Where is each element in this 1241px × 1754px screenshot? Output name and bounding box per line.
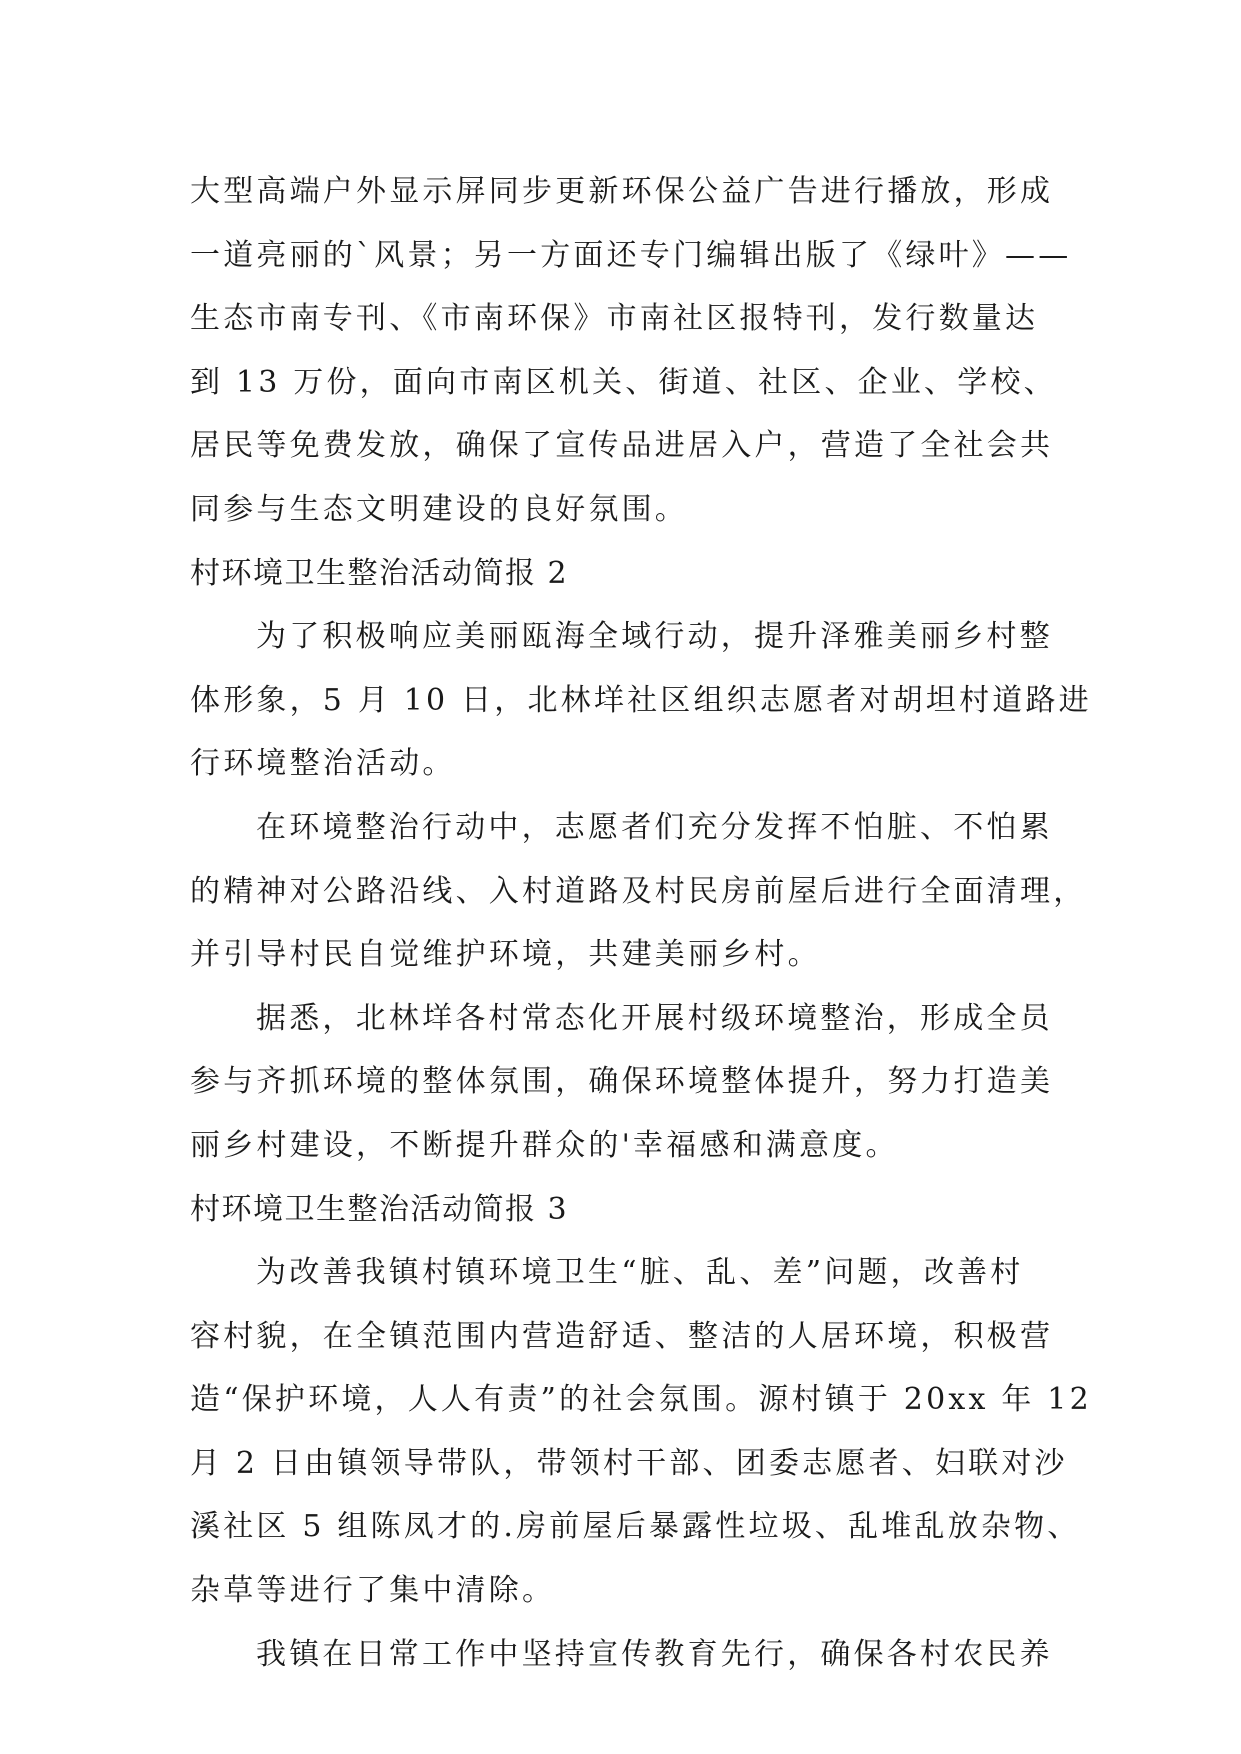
text-line: 参与齐抓环境的整体氛围，确保环境整体提升，努力打造美 bbox=[190, 1064, 1054, 1100]
text-line: 体形象，5 月 10 日，北林垟社区组织志愿者对胡坦村道路进 bbox=[190, 682, 1092, 718]
text-line: 到 13 万份，面向市南区机关、街道、社区、企业、学校、 bbox=[190, 364, 1057, 400]
paragraph-first-line: 在环境整治行动中，志愿者们充分发挥不怕脏、不怕累 bbox=[256, 809, 1053, 845]
text-line: 并引导村民自觉维护环境，共建美丽乡村。 bbox=[190, 937, 821, 973]
text-line: 造“保护环境，人人有责”的社会氛围。源村镇于 20xx 年 12 bbox=[190, 1382, 1092, 1418]
text-line: 容村貌，在全镇范围内营造舒适、整洁的人居环境，积极营 bbox=[190, 1318, 1054, 1354]
text-line: 同参与生态文明建设的良好氛围。 bbox=[190, 491, 688, 527]
paragraph-first-line: 为了积极响应美丽瓯海全域行动，提升泽雅美丽乡村整 bbox=[256, 619, 1053, 655]
text-line: 丽乡村建设，不断提升群众的'幸福感和满意度。 bbox=[190, 1127, 899, 1163]
text-line: 大型高端户外显示屏同步更新环保公益广告进行播放，形成 bbox=[190, 174, 1054, 209]
section-heading: 村环境卫生整治活动简报 2 bbox=[190, 555, 569, 591]
text-line: 溪社区 5 组陈凤才的.房前屋后暴露性垃圾、乱堆乱放杂物、 bbox=[190, 1509, 1081, 1545]
paragraph-first-line: 据悉，北林垟各村常态化开展村级环境整治，形成全员 bbox=[256, 1000, 1053, 1036]
section-heading: 村环境卫生整治活动简报 3 bbox=[190, 1191, 569, 1227]
text-line: 杂草等进行了集中清除。 bbox=[190, 1573, 556, 1609]
document-body bbox=[190, 160, 1092, 1686]
paragraph-first-line: 为改善我镇村镇环境卫生“脏、乱、差”问题，改善村 bbox=[256, 1255, 1024, 1291]
text-line: 的精神对公路沿线、入村道路及村民房前屋后进行全面清理， bbox=[190, 873, 1087, 909]
text-line: 月 2 日由镇领导带队，带领村干部、团委志愿者、妇联对沙 bbox=[190, 1445, 1068, 1481]
paragraph-first-line: 我镇在日常工作中坚持宣传教育先行，确保各村农民养 bbox=[256, 1636, 1053, 1672]
text-line: 一道亮丽的`风景；另一方面还专门编辑出版了《绿叶》—— bbox=[190, 237, 1072, 273]
text-line: 行环境整治活动。 bbox=[190, 746, 456, 782]
text-line: 生态市南专刊、《市南环保》市南社区报特刊，发行数量达 bbox=[190, 301, 1039, 337]
text-line: 居民等免费发放，确保了宣传品进居入户，营造了全社会共 bbox=[190, 428, 1054, 464]
